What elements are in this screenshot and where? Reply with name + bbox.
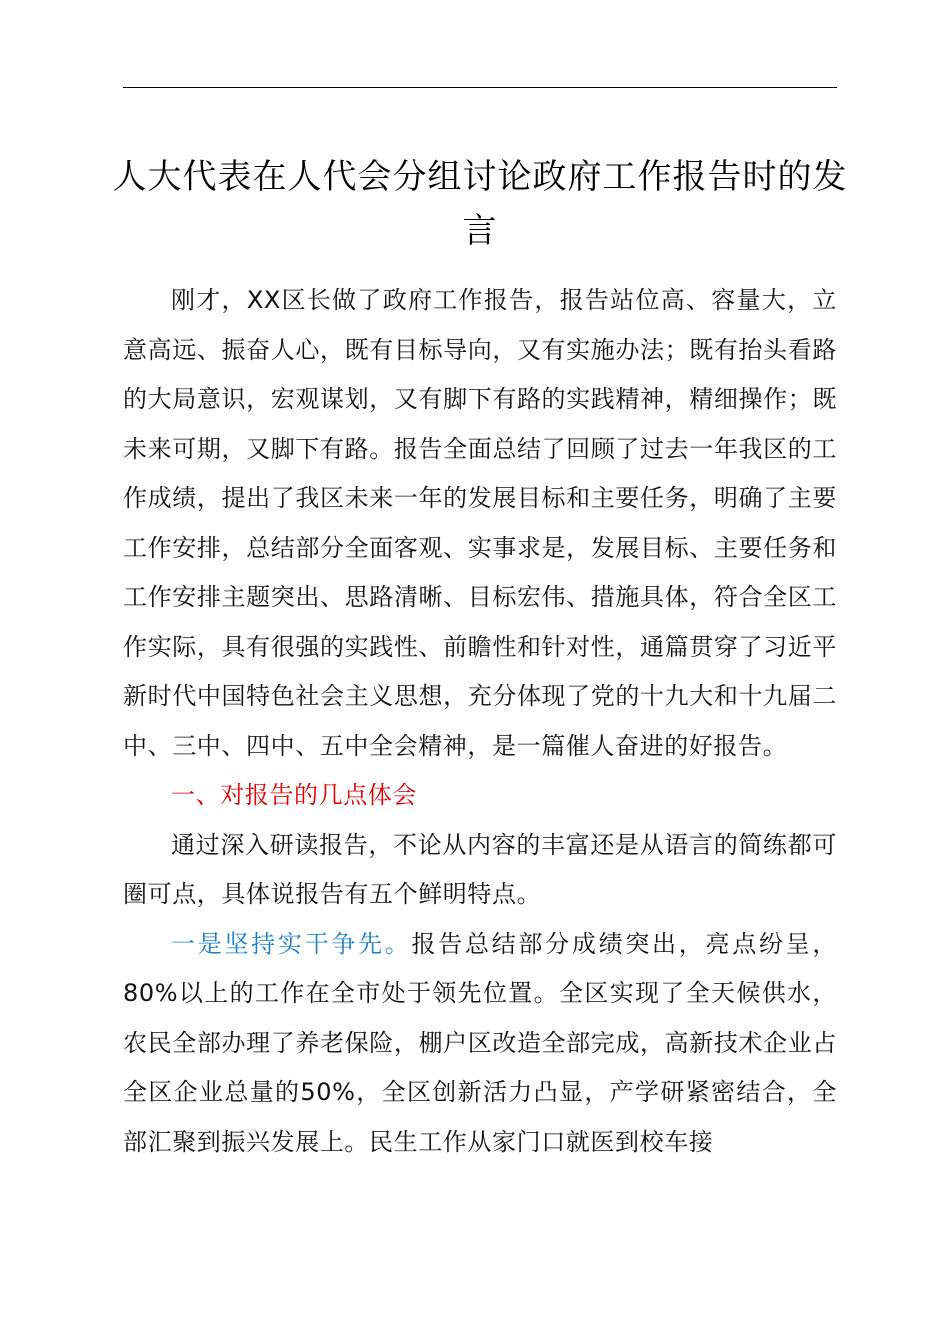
intro-paragraph: 刚才，XX区长做了政府工作报告，报告站位高、容量大，立意高远、振奋人心，既有目标导向，又有实施办法；既有抬头看路的大局意识，宏观谋划，又有脚下有路的实践精神，精细操作；既未来可期，又脚下有路。报告全面总结了回顾了过去一年我区的工作成绩，提出了我区未来一年的发展目标和主要任务，明确了主要工作安排，总结部分全面客观、实事求是，发展目标、主要任务和工作安排主题突出、思路清晰、目标宏伟、措施具体，符合全区工作实际，具有很强的实践性、前瞻性和针对性，通篇贯穿了习近平新时代中国特色社会主义思想，充分体现了党的十九大和十九届二中、三中、四中、五中全会精神，是一篇催人奋进的好报告。 [123, 286, 837, 760]
point-1-paragraph [123, 920, 837, 1168]
document-title: 人大代表在人代会分组讨论政府工作报告时的发言 [112, 157, 848, 251]
point-1-lead: 一是坚持实干争先。 [171, 929, 412, 958]
section-intro-paragraph: 通过深入研读报告，不论从内容的丰富还是从语言的简练都可圈可点，具体说报告有五个鲜明特点。 [123, 830, 837, 908]
document-body [123, 276, 837, 1167]
header-rule [123, 87, 837, 88]
point-1-body: 报告总结部分成绩突出，亮点纷呈，80%以上的工作在全市处于领先位置。全区实现了全天候供水，农民全部办理了养老保险，棚户区改造全部完成，高新技术企业占全区企业总量的50%，全区创新活力凸显，产学研紧密结合，全部汇聚到振兴发展上。民生工作从家门口就医到校车接 [123, 929, 837, 1156]
section-heading-1: 一、对报告的几点体会 [171, 781, 417, 809]
